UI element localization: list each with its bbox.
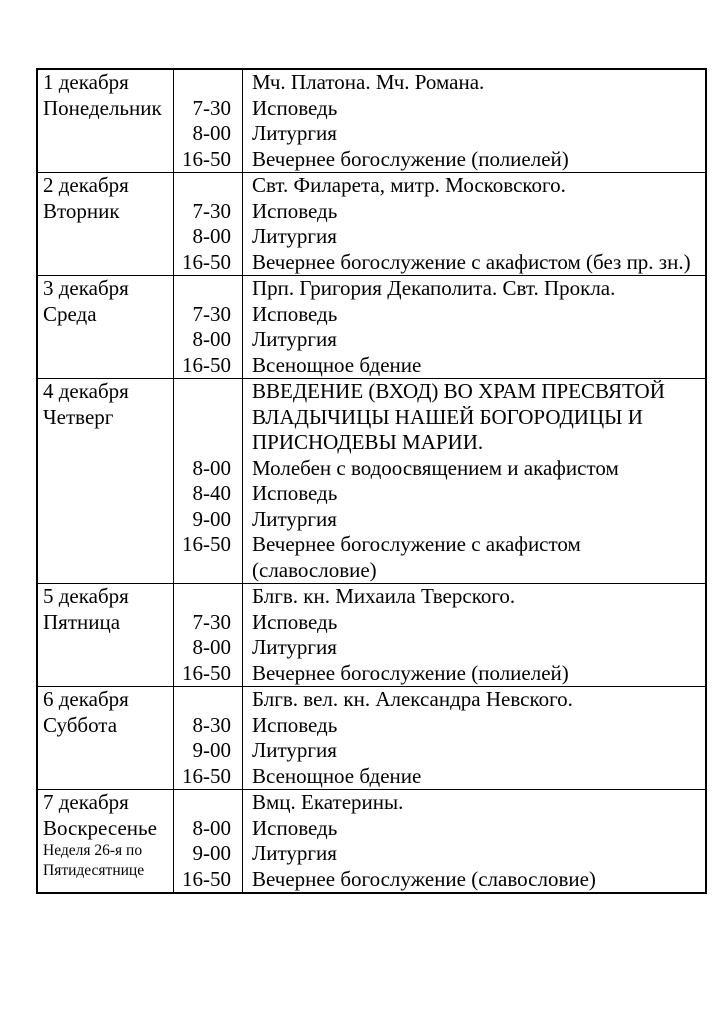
schedule-table bbox=[36, 68, 707, 894]
row-lines bbox=[174, 790, 705, 892]
time-text: 8-00 bbox=[192, 121, 231, 145]
schedule-row bbox=[38, 172, 705, 275]
time-text: 7-30 bbox=[192, 609, 231, 634]
time-cell bbox=[174, 532, 243, 583]
time-cell bbox=[174, 713, 243, 739]
service-text: Блгв. кн. Михаила Тверского. bbox=[252, 584, 516, 608]
date-cell bbox=[38, 173, 174, 275]
time-cell bbox=[174, 661, 243, 687]
schedule-line bbox=[174, 713, 705, 739]
service-text: Свт. Филарета, митр. Московского. bbox=[252, 173, 566, 197]
time-text: 16-50 bbox=[182, 660, 231, 685]
schedule-line bbox=[174, 70, 705, 96]
service-text: Литургия bbox=[252, 841, 337, 865]
time-cell bbox=[174, 790, 243, 816]
date-text: 6 декабря bbox=[43, 687, 129, 711]
service-cell bbox=[243, 121, 705, 147]
time-cell bbox=[174, 250, 243, 276]
schedule-line bbox=[174, 764, 705, 790]
service-text: Исповедь bbox=[252, 301, 338, 326]
time-text: 16-50 bbox=[182, 763, 231, 788]
service-cell bbox=[243, 353, 705, 379]
day-of-week-text: Четверг bbox=[43, 404, 114, 429]
time-text: 8-00 bbox=[192, 224, 231, 248]
time-cell bbox=[174, 687, 243, 713]
time-text: 8-00 bbox=[192, 635, 231, 659]
time-text: 16-50 bbox=[182, 352, 231, 377]
time-text: 16-50 bbox=[182, 146, 231, 171]
time-cell bbox=[174, 841, 243, 867]
date-cell bbox=[38, 379, 174, 583]
service-text: Исповедь bbox=[252, 198, 338, 223]
service-text: Прп. Григория Декаполита. Свт. Прокла. bbox=[252, 276, 616, 300]
service-text: Вечернее богослужение (полиелей) bbox=[252, 146, 569, 171]
schedule-line bbox=[174, 507, 705, 533]
time-text: 8-40 bbox=[192, 481, 231, 505]
time-text: 7-30 bbox=[192, 301, 231, 326]
row-lines bbox=[174, 584, 705, 686]
service-cell bbox=[243, 276, 705, 302]
time-cell bbox=[174, 635, 243, 661]
service-cell bbox=[243, 456, 705, 482]
time-cell bbox=[174, 147, 243, 173]
schedule-line bbox=[174, 121, 705, 147]
service-cell bbox=[243, 635, 705, 661]
schedule-line bbox=[174, 738, 705, 764]
time-text: 8-00 bbox=[192, 815, 231, 840]
date-text: 4 декабря bbox=[43, 379, 129, 403]
time-cell bbox=[174, 379, 243, 456]
service-text: Всенощное бдение bbox=[252, 352, 422, 377]
schedule-line bbox=[174, 199, 705, 225]
day-of-week-text: Понедельник bbox=[43, 95, 162, 120]
service-cell bbox=[243, 816, 705, 842]
schedule-line bbox=[174, 379, 705, 456]
schedule-line bbox=[174, 661, 705, 687]
time-cell bbox=[174, 70, 243, 96]
schedule-line bbox=[174, 532, 705, 583]
time-text: 16-50 bbox=[182, 866, 231, 891]
time-cell bbox=[174, 327, 243, 353]
schedule-line bbox=[174, 147, 705, 173]
time-text: 16-50 bbox=[182, 249, 231, 274]
date-cell bbox=[38, 276, 174, 378]
time-cell bbox=[174, 199, 243, 225]
time-cell bbox=[174, 610, 243, 636]
service-text: Исповедь bbox=[252, 481, 338, 505]
time-cell bbox=[174, 764, 243, 790]
schedule-row bbox=[38, 70, 705, 172]
time-text: 9-00 bbox=[192, 506, 231, 531]
row-lines bbox=[174, 173, 705, 275]
service-text: Вечернее богослужение с акафистом (без пр. зн.) bbox=[252, 249, 691, 274]
date-text: 3 декабря bbox=[43, 276, 129, 300]
service-cell bbox=[243, 661, 705, 687]
schedule-line bbox=[174, 481, 705, 507]
time-text: 7-30 bbox=[192, 95, 231, 120]
time-cell bbox=[174, 96, 243, 122]
service-cell bbox=[243, 584, 705, 610]
service-text: Вмц. Екатерины. bbox=[252, 790, 404, 814]
day-of-week-text: Суббота bbox=[43, 712, 118, 737]
time-cell bbox=[174, 224, 243, 250]
service-text: Исповедь bbox=[252, 609, 338, 634]
time-cell bbox=[174, 276, 243, 302]
service-cell bbox=[243, 687, 705, 713]
time-text: 8-00 bbox=[192, 327, 231, 351]
time-text: 8-30 bbox=[192, 712, 231, 737]
schedule-line bbox=[174, 327, 705, 353]
schedule-row bbox=[38, 583, 705, 686]
time-cell bbox=[174, 121, 243, 147]
day-of-week-text: Пятница bbox=[43, 609, 121, 634]
schedule-row bbox=[38, 686, 705, 789]
date-text: 1 декабря bbox=[43, 70, 129, 94]
time-cell bbox=[174, 481, 243, 507]
time-cell bbox=[174, 867, 243, 893]
date-cell bbox=[38, 687, 174, 789]
time-cell bbox=[174, 353, 243, 379]
service-cell bbox=[243, 224, 705, 250]
service-cell bbox=[243, 327, 705, 353]
week-note-text: Неделя 26-я по Пятидесятнице bbox=[43, 842, 145, 879]
service-cell bbox=[243, 790, 705, 816]
schedule-line bbox=[174, 635, 705, 661]
service-text: Исповедь bbox=[252, 815, 338, 840]
service-cell bbox=[243, 96, 705, 122]
schedule-line bbox=[174, 96, 705, 122]
schedule-row bbox=[38, 378, 705, 583]
service-text: Литургия bbox=[252, 327, 337, 351]
service-cell bbox=[243, 713, 705, 739]
service-text: Вечернее богослужение (полиелей) bbox=[252, 660, 569, 685]
day-of-week-text: Воскресенье bbox=[43, 815, 157, 840]
row-lines bbox=[174, 687, 705, 789]
service-cell bbox=[243, 764, 705, 790]
service-cell bbox=[243, 250, 705, 276]
service-text: Литургия bbox=[252, 506, 337, 531]
service-text: Всенощное бдение bbox=[252, 763, 422, 788]
service-text: Вечернее богослужение (славословие) bbox=[252, 866, 596, 891]
service-text: Исповедь bbox=[252, 95, 338, 120]
service-cell bbox=[243, 379, 705, 456]
schedule-line bbox=[174, 302, 705, 328]
schedule-line bbox=[174, 816, 705, 842]
service-text: Литургия bbox=[252, 224, 337, 248]
service-cell bbox=[243, 481, 705, 507]
service-text: Блгв. вел. кн. Александра Невского. bbox=[252, 687, 573, 711]
schedule-line bbox=[174, 250, 705, 276]
date-cell bbox=[38, 790, 174, 892]
time-cell bbox=[174, 738, 243, 764]
schedule-line bbox=[174, 276, 705, 302]
row-lines bbox=[174, 70, 705, 172]
time-cell bbox=[174, 456, 243, 482]
time-text: 8-00 bbox=[192, 455, 231, 480]
schedule-line bbox=[174, 173, 705, 199]
service-cell bbox=[243, 841, 705, 867]
service-cell bbox=[243, 199, 705, 225]
service-text: Мч. Платона. Мч. Романа. bbox=[252, 70, 485, 94]
service-text: Молебен с водоосвящением и акафистом bbox=[252, 455, 619, 480]
time-cell bbox=[174, 302, 243, 328]
time-cell bbox=[174, 507, 243, 533]
service-text: Литургия bbox=[252, 635, 337, 659]
date-cell bbox=[38, 70, 174, 172]
schedule-line bbox=[174, 687, 705, 713]
schedule-row bbox=[38, 275, 705, 378]
service-text: Исповедь bbox=[252, 712, 338, 737]
service-cell bbox=[243, 173, 705, 199]
service-cell bbox=[243, 867, 705, 893]
service-cell bbox=[243, 610, 705, 636]
schedule-row bbox=[38, 789, 705, 892]
schedule-line bbox=[174, 456, 705, 482]
time-text: 9-00 bbox=[192, 841, 231, 865]
service-cell bbox=[243, 147, 705, 173]
service-cell bbox=[243, 507, 705, 533]
day-of-week-text: Вторник bbox=[43, 198, 120, 223]
service-cell bbox=[243, 302, 705, 328]
schedule-line bbox=[174, 841, 705, 867]
service-text: ВВЕДЕНИЕ (ВХОД) ВО ХРАМ ПРЕСВЯТОЙ ВЛАДЫЧИЦЫ НАШЕЙ БОГОРОДИЦЫ И ПРИСНОДЕВЫ МАРИИ. bbox=[252, 379, 665, 454]
service-cell bbox=[243, 532, 705, 583]
date-text: 2 декабря bbox=[43, 173, 129, 197]
service-text: Вечернее богослужение с акафистом (славословие) bbox=[252, 532, 581, 582]
date-text: 7 декабря bbox=[43, 790, 129, 814]
day-of-week-text: Среда bbox=[43, 301, 97, 326]
schedule-line bbox=[174, 224, 705, 250]
schedule-line bbox=[174, 584, 705, 610]
schedule-line bbox=[174, 610, 705, 636]
row-lines bbox=[174, 379, 705, 583]
service-cell bbox=[243, 738, 705, 764]
time-cell bbox=[174, 173, 243, 199]
date-text: 5 декабря bbox=[43, 584, 129, 608]
time-text: 7-30 bbox=[192, 198, 231, 223]
schedule-line bbox=[174, 790, 705, 816]
time-text: 16-50 bbox=[182, 532, 231, 556]
date-cell bbox=[38, 584, 174, 686]
row-lines bbox=[174, 276, 705, 378]
service-cell bbox=[243, 70, 705, 96]
service-text: Литургия bbox=[252, 738, 337, 762]
time-cell bbox=[174, 584, 243, 610]
service-text: Литургия bbox=[252, 121, 337, 145]
schedule-line bbox=[174, 353, 705, 379]
time-text: 9-00 bbox=[192, 738, 231, 762]
time-cell bbox=[174, 816, 243, 842]
schedule-line bbox=[174, 867, 705, 893]
